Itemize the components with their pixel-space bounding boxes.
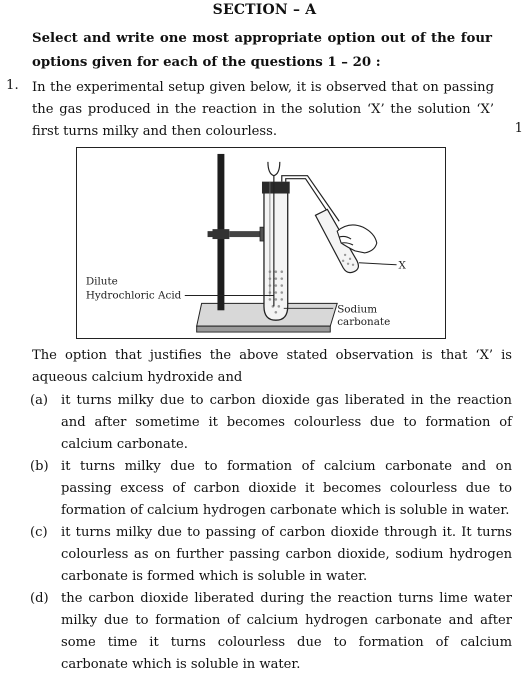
- option-d: [0, 588, 529, 676]
- option-text: it turns milky due to carbon dioxide gas liberated in the reaction and after sometime it becomes colourless due to formation of calcium carbonate.: [61, 393, 512, 452]
- option-key: (d): [30, 591, 49, 606]
- label-acid-line1: Dilute: [85, 275, 118, 288]
- label-carbonate-line2: carbonate: [337, 316, 391, 329]
- x-pointer: [359, 260, 407, 272]
- option-key: (a): [30, 393, 49, 408]
- option-key: (b): [30, 459, 49, 474]
- label-carbonate-line1: Sodium: [337, 303, 378, 316]
- question-marks: 1: [514, 121, 523, 136]
- question-stem: The option that justifies the above stated observation is that ‘X’ is aqueous calcium hydroxide and: [32, 348, 512, 385]
- option-key: (c): [30, 525, 48, 540]
- section-title: SECTION – A: [212, 2, 317, 18]
- option-text: it turns milky due to formation of calcium carbonate and on passing excess of carbon dioxide it becomes colourless due to formation of calcium hydrogen carbonate which is soluble in water.: [61, 459, 512, 518]
- option-a: [0, 390, 529, 456]
- option-text: it turns milky due to passing of carbon dioxide through it. It turns colourless as on further passing carbon dioxide, sodium hydrogen carbonate is formed which is soluble in water.: [61, 525, 512, 584]
- clamp: [208, 227, 272, 241]
- label-acid-line2: Hydrochloric Acid: [85, 289, 182, 302]
- question-text: In the experimental setup given below, it is observed that on passing the gas produced in the reaction in the solution ‘X’ the solution ‘X’ first turns milky and then colourless.: [32, 80, 494, 139]
- test-tube: [262, 182, 290, 321]
- option-b: [0, 456, 529, 522]
- experiment-figure: [76, 147, 446, 339]
- instructions: Select and write one most appropriate option out of the four options given for each of the questions 1 – 20 :: [32, 31, 492, 70]
- option-text: the carbon dioxide liberated during the reaction turns lime water milky due to formation of calcium hydrogen carbonate and after some time it turns colourless due to formation of calcium carbonate which is soluble in water.: [61, 591, 512, 672]
- options-list: [0, 390, 529, 676]
- label-x: X: [398, 259, 406, 272]
- question-number: 1.: [6, 78, 19, 93]
- option-c: [0, 522, 529, 588]
